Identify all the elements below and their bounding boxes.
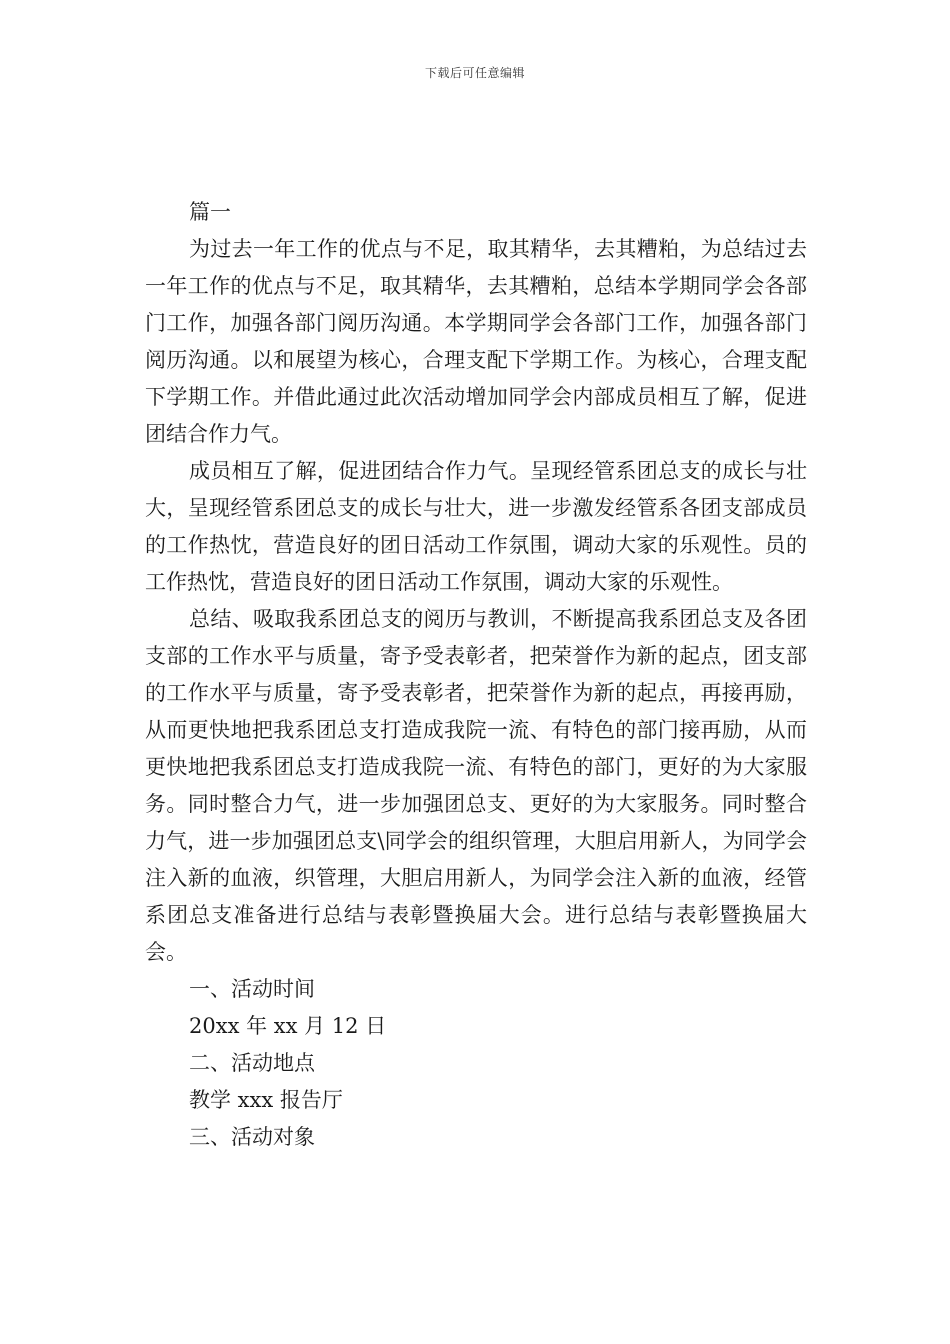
- activity-location-value: 教学 xxx 报告厅: [189, 1088, 343, 1112]
- activity-location-heading: 二、活动地点: [189, 1051, 315, 1075]
- paragraph-1: 为过去一年工作的优点与不足，取其精华，去其糟粕，为总结过去一年工作的优点与不足，取其精华，去其糟粕，总结本学期同学会各部门工作，加强各部门阅历沟通。本学期同学会各部门工作，加强各部门阅历沟通。以和展望为核心，合理支配下学期工作。为核心，合理支配下学期工作。并借此通过此次活动增加同学会内部成员相互了解，促进团结合作力气。: [145, 237, 807, 446]
- section-title: 篇一: [189, 200, 231, 224]
- page-header: 下载后可任意编辑: [424, 66, 525, 80]
- paragraph-2: 成员相互了解，促进团结合作力气。呈现经管系团总支的成长与壮大，呈现经管系团总支的成长与壮大，进一步激发经管系各团支部成员的工作热忱，营造良好的团日活动工作氛围，调动大家的乐观性。员的工作热忱，营造良好的团日活动工作氛围，调动大家的乐观性。: [145, 459, 807, 594]
- paragraph-3: 总结、吸取我系团总支的阅历与教训，不断提高我系团总支及各团支部的工作水平与质量，寄予受表彰者，把荣誉作为新的起点，团支部的工作水平与质量，寄予受表彰者，把荣誉作为新的起点，再接再励，从而更快地把我系团总支打造成我院一流、有特色的部门接再励，从而更快地把我系团总支打造成我院一流、有特色的部门，更好的为大家服务。同时整合力气，进一步加强团总支、更好的为大家服务。同时整合力气，进一步加强团总支\同学会的组织管理，大胆启用新人，为同学会注入新的血液，织管理，大胆启用新人，为同学会注入新的血液，经管系团总支准备进行总结与表彰暨换届大会。进行总结与表彰暨换届大会。: [145, 607, 807, 964]
- document-body: [145, 194, 807, 1156]
- activity-time-heading: 一、活动时间: [189, 977, 315, 1001]
- activity-audience-heading: 三、活动对象: [189, 1125, 315, 1149]
- activity-time-value: 20xx 年 xx 月 12 日: [189, 1014, 387, 1038]
